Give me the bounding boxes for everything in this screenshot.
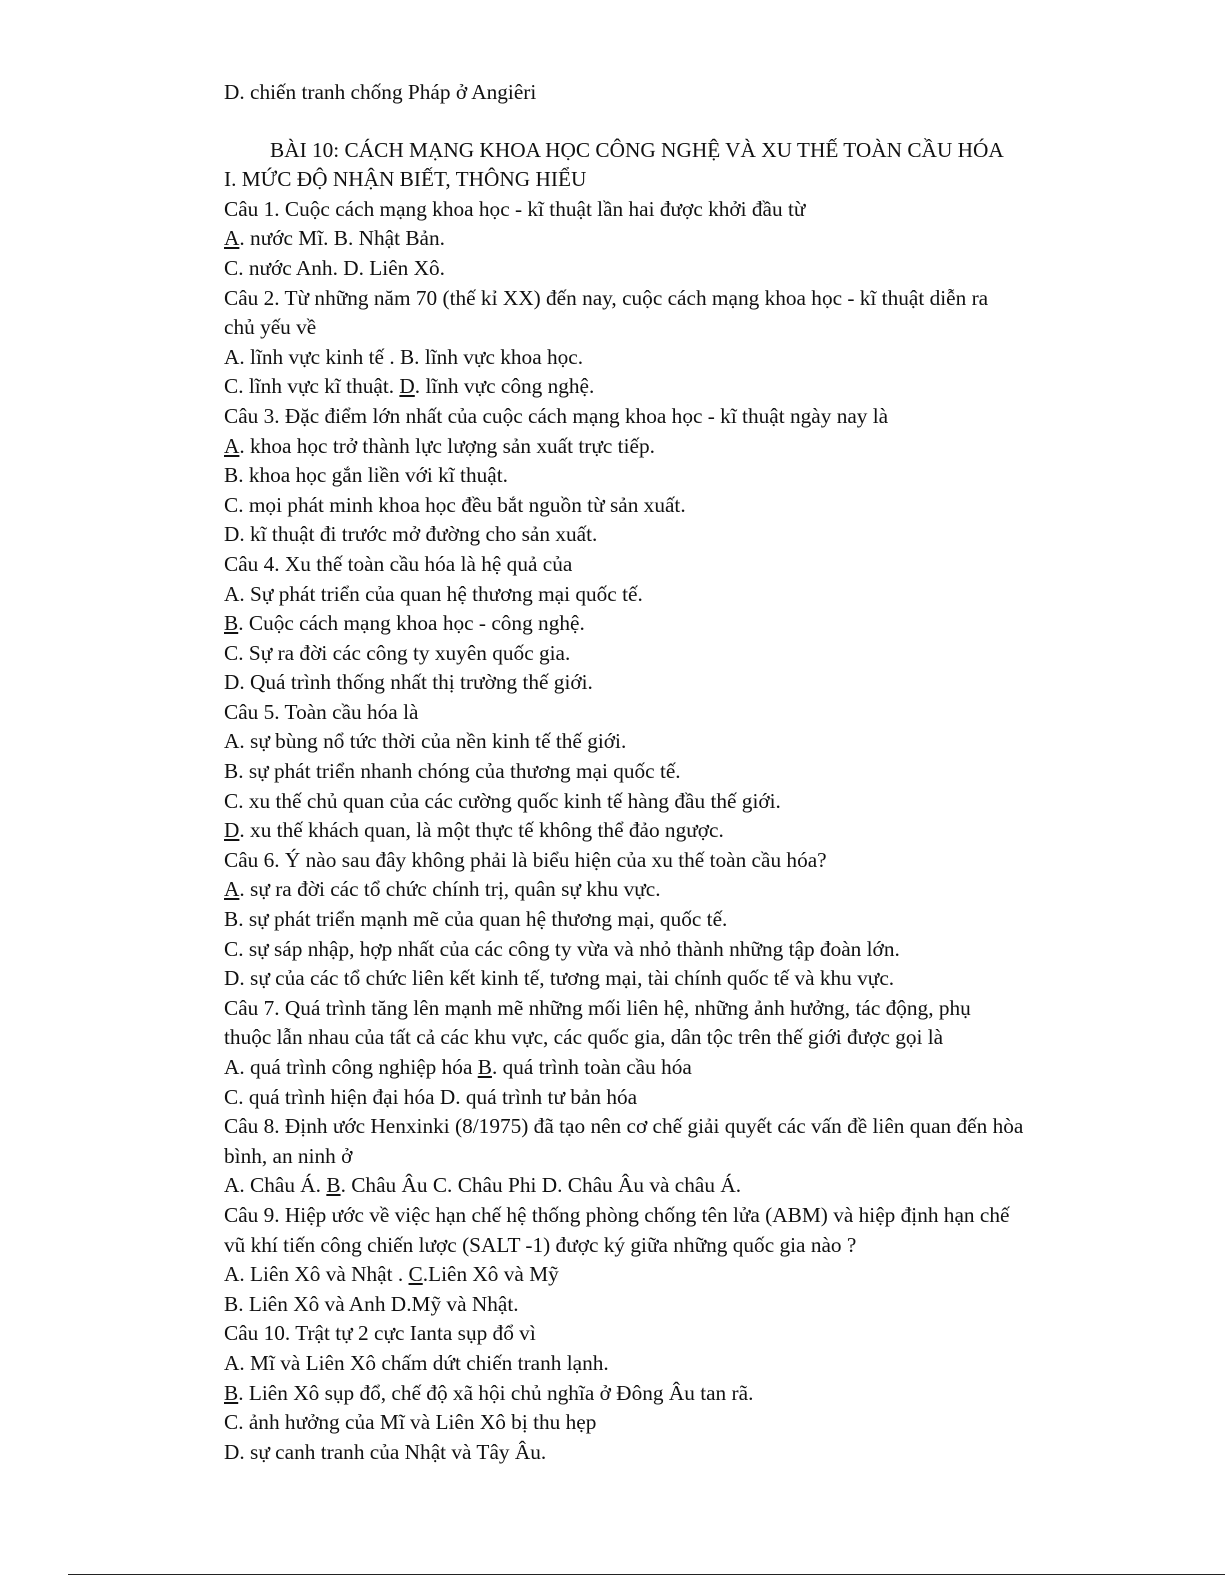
line-text: Câu 9. Hiệp ước về việc hạn chế hệ thống phòng chống tên lửa (ABM) và hiệp định hạn chế: [224, 1202, 1010, 1227]
line-text: B. khoa học gắn liền với kĩ thuật.: [224, 463, 508, 488]
text-line: [224, 1112, 1084, 1142]
text-line: [224, 935, 1084, 965]
line-text: Câu 10. Trật tự 2 cực Ianta sụp đổ vì: [224, 1321, 536, 1346]
text-line: [224, 1379, 1084, 1409]
text-line: [224, 757, 1084, 787]
answer-key: A: [224, 226, 240, 251]
line-text: . Châu Âu C. Châu Phi D. Châu Âu và châu Á.: [340, 1173, 742, 1198]
answer-key: D: [399, 374, 415, 399]
line-text: BÀI 10: CÁCH MẠNG KHOA HỌC CÔNG NGHỆ VÀ XU THẾ TOÀN CẦU HÓA: [270, 137, 1004, 162]
text-line: [224, 994, 1084, 1024]
answer-key: D: [224, 818, 240, 843]
text-line: [224, 1408, 1084, 1438]
line-text: .Liên Xô và Mỹ: [422, 1262, 559, 1287]
text-line: [224, 402, 1084, 432]
answer-key: B: [326, 1173, 341, 1198]
text-line: [224, 727, 1084, 757]
line-text: B. sự phát triển mạnh mẽ của quan hệ thương mại, quốc tế.: [224, 907, 728, 932]
text-line: [224, 461, 1084, 491]
line-text: B. Liên Xô và Anh D.Mỹ và Nhật.: [224, 1291, 519, 1316]
line-text: D. kĩ thuật đi trước mở đường cho sản xuất.: [224, 522, 598, 547]
text-line: [224, 1053, 1084, 1083]
line-text: C. Sự ra đời các công ty xuyên quốc gia.: [224, 640, 571, 665]
line-text: C. ảnh hưởng của Mĩ và Liên Xô bị thu hẹp: [224, 1410, 597, 1435]
line-text: A. quá trình công nghiệp hóa: [224, 1055, 478, 1079]
text-line: [224, 165, 1084, 195]
page-bottom-rule: [68, 1574, 1225, 1575]
text-line: [224, 875, 1084, 905]
line-text: Câu 1. Cuộc cách mạng khoa học - kĩ thuật lần hai được khởi đầu từ: [224, 196, 806, 221]
text-line: [224, 580, 1084, 610]
lesson-title: [224, 136, 1084, 166]
document-page: [224, 78, 1084, 1467]
line-text: . khoa học trở thành lực lượng sản xuất trực tiếp.: [239, 433, 655, 458]
line-text: A. sự bùng nổ tức thời của nền kinh tế thế giới.: [224, 729, 627, 754]
line-text: Câu 4. Xu thế toàn cầu hóa là hệ quả của: [224, 551, 573, 576]
line-text: . nước Mĩ. B. Nhật Bản.: [239, 226, 445, 251]
line-text: C. nước Anh. D. Liên Xô.: [224, 255, 445, 280]
answer-key: A: [224, 433, 240, 458]
text-line: [224, 550, 1084, 580]
text-line: [224, 1171, 1084, 1201]
text-line: [224, 1231, 1084, 1261]
text-line: [224, 1438, 1084, 1468]
line-text: . lĩnh vực công nghệ.: [414, 374, 595, 399]
text-line: [224, 254, 1084, 284]
line-text: Câu 5. Toàn cầu hóa là: [224, 699, 419, 724]
line-text: vũ khí tiến công chiến lược (SALT -1) được ký giữa những quốc gia nào ?: [224, 1232, 857, 1257]
line-text: D. sự canh tranh của Nhật và Tây Âu.: [224, 1439, 547, 1464]
text-line: [224, 224, 1084, 254]
line-text: . Cuộc cách mạng khoa học - công nghệ.: [238, 611, 585, 636]
line-text: A. Mĩ và Liên Xô chấm dứt chiến tranh lạnh.: [224, 1350, 609, 1375]
text-line: [224, 1142, 1084, 1172]
text-line: [224, 1319, 1084, 1349]
text-line: [224, 372, 1084, 402]
line-text: Câu 3. Đặc điểm lớn nhất của cuộc cách mạng khoa học - kĩ thuật ngày nay là: [224, 403, 889, 428]
text-line: [224, 1201, 1084, 1231]
line-text: Câu 8. Định ước Henxinki (8/1975) đã tạo nên cơ chế giải quyết các vấn đề liên quan đến hòa: [224, 1114, 1024, 1139]
text-line: [224, 964, 1084, 994]
line-text: D. chiến tranh chống Pháp ở Angiêri: [224, 80, 537, 104]
line-text: thuộc lẫn nhau của tất cả các khu vực, các quốc gia, dân tộc trên thế giới được gọi là: [224, 1025, 944, 1050]
line-text: D. Quá trình thống nhất thị trường thế giới.: [224, 670, 593, 695]
line-text: C. xu thế chủ quan của các cường quốc kinh tế hàng đầu thế giới.: [224, 788, 781, 813]
line-text: . sự ra đời các tổ chức chính trị, quân sự khu vực.: [239, 877, 661, 902]
text-line: [224, 195, 1084, 225]
line-text: B. sự phát triển nhanh chóng của thương mại quốc tế.: [224, 759, 681, 784]
line-text: A. Sự phát triển của quan hệ thương mại quốc tế.: [224, 581, 643, 606]
text-line: [224, 1260, 1084, 1290]
answer-key: B: [477, 1055, 492, 1079]
text-line: [224, 1290, 1084, 1320]
line-text: C. quá trình hiện đại hóa D. quá trình tư bản hóa: [224, 1084, 638, 1109]
text-line: [224, 787, 1084, 817]
line-text: C. lĩnh vực kĩ thuật.: [224, 374, 400, 399]
line-text: bình, an ninh ở: [224, 1143, 353, 1168]
text-line: [224, 284, 1084, 314]
line-text: A. lĩnh vực kinh tế . B. lĩnh vực khoa học.: [224, 344, 584, 369]
text-line: [224, 1349, 1084, 1379]
answer-key: C: [408, 1262, 423, 1287]
line-text: I. MỨC ĐỘ NHẬN BIẾT, THÔNG HIỂU: [224, 167, 587, 192]
line-text: . quá trình toàn cầu hóa: [491, 1055, 692, 1079]
answer-key: B: [224, 611, 239, 636]
text-line: [224, 1023, 1084, 1053]
answer-key: A: [224, 877, 240, 902]
answer-key: B: [224, 1380, 239, 1405]
line-text: chủ yếu về: [224, 315, 317, 340]
line-text: D. sự của các tổ chức liên kết kinh tế, tương mại, tài chính quốc tế và khu vực.: [224, 966, 895, 991]
text-line: [224, 313, 1084, 343]
line-text: Câu 7. Quá trình tăng lên mạnh mẽ những mối liên hệ, những ảnh hưởng, tác động, phụ: [224, 995, 971, 1020]
text-line: [224, 816, 1084, 846]
text-line: [224, 668, 1084, 698]
text-line: [224, 639, 1084, 669]
line-text: A. Liên Xô và Nhật .: [224, 1262, 409, 1287]
line-text: C. mọi phát minh khoa học đều bắt nguồn từ sản xuất.: [224, 492, 686, 517]
line-text: Câu 6. Ý nào sau đây không phải là biểu hiện của xu thế toàn cầu hóa?: [224, 847, 827, 872]
line-text: C. sự sáp nhập, hợp nhất của các công ty vừa và nhỏ thành những tập đoàn lớn.: [224, 936, 900, 961]
text-line: [224, 698, 1084, 728]
line-text: A. Châu Á.: [224, 1173, 327, 1198]
line-text: . xu thế khách quan, là một thực tế không thể đảo ngược.: [239, 818, 724, 843]
line-text: . Liên Xô sụp đổ, chế độ xã hội chủ nghĩa ở Đông Âu tan rã.: [238, 1380, 754, 1405]
line-text: Câu 2. Từ những năm 70 (thế kỉ XX) đến nay, cuộc cách mạng khoa học - kĩ thuật diễn ra: [224, 285, 989, 310]
text-line: [224, 609, 1084, 639]
spacer: [224, 108, 1084, 136]
text-line: [224, 905, 1084, 935]
text-line: [224, 491, 1084, 521]
text-line: [224, 520, 1084, 550]
text-line: [224, 846, 1084, 876]
text-line: [224, 343, 1084, 373]
text-line: [224, 78, 1084, 108]
text-line: [224, 432, 1084, 462]
text-line: [224, 1083, 1084, 1113]
